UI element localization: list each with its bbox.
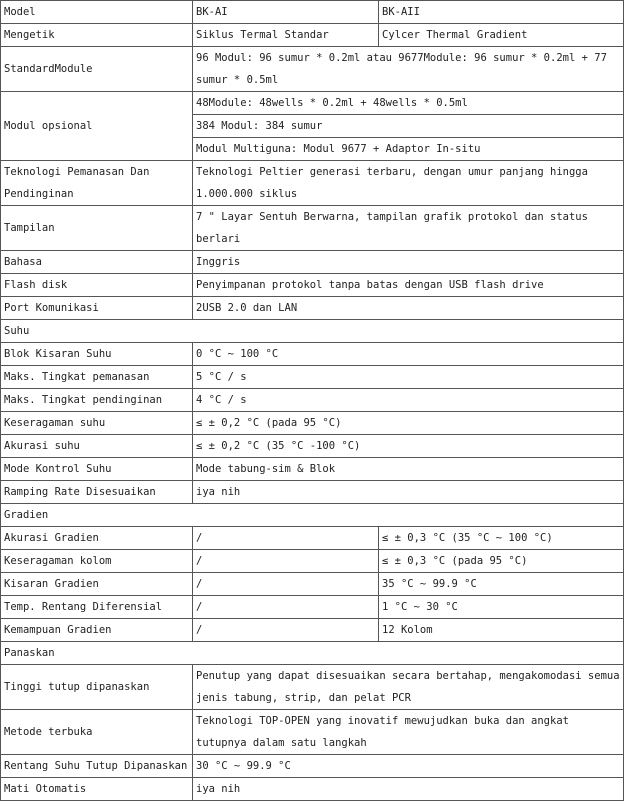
section-row: [1, 642, 624, 665]
table-row: [1, 665, 624, 710]
section-title-panaskan: Panaskan: [1, 642, 624, 665]
table-row: [1, 297, 624, 320]
table-row: [1, 47, 624, 92]
row-label: Kemampuan Gradien: [1, 619, 193, 642]
row-label: Blok Kisaran Suhu: [1, 343, 193, 366]
row-value-a: /: [193, 550, 379, 573]
row-value-a: /: [193, 573, 379, 596]
row-label: Tinggi tutup dipanaskan: [1, 665, 193, 710]
row-value-b: 1 °C ~ 30 °C: [379, 596, 624, 619]
row-label: Tampilan: [1, 206, 193, 251]
row-value-b: Cylcer Thermal Gradient: [379, 24, 624, 47]
row-value: Teknologi TOP-OPEN yang inovatif mewujudkan buka dan angkat tutupnya dalam satu langkah: [193, 710, 624, 755]
section-title-gradien: Gradien: [1, 504, 624, 527]
row-label: Keseragaman suhu: [1, 412, 193, 435]
row-value: Teknologi Peltier generasi terbaru, dengan umur panjang hingga 1.000.000 siklus: [193, 161, 624, 206]
table-row: [1, 435, 624, 458]
row-label: Maks. Tingkat pendinginan: [1, 389, 193, 412]
row-label: Modul opsional: [1, 92, 193, 161]
row-value: Inggris: [193, 251, 624, 274]
table-row: [1, 24, 624, 47]
row-value: 7 " Layar Sentuh Berwarna, tampilan grafik protokol dan status berlari: [193, 206, 624, 251]
row-value: Mode tabung-sim & Blok: [193, 458, 624, 481]
row-value-b: ≤ ± 0,3 °C (pada 95 °C): [379, 550, 624, 573]
row-value: iya nih: [193, 481, 624, 504]
row-label: Metode terbuka: [1, 710, 193, 755]
row-label: Flash disk: [1, 274, 193, 297]
header-model-a-cell: BK-AI: [193, 1, 379, 24]
table-row: [1, 550, 624, 573]
table-row: [1, 389, 624, 412]
table-row: [1, 710, 624, 755]
row-value-b: 12 Kolom: [379, 619, 624, 642]
table-row: [1, 481, 624, 504]
row-label: Akurasi Gradien: [1, 527, 193, 550]
table-row: [1, 343, 624, 366]
row-value: 2USB 2.0 dan LAN: [193, 297, 624, 320]
row-value: 4 °C / s: [193, 389, 624, 412]
row-value-a: /: [193, 619, 379, 642]
table-row: [1, 412, 624, 435]
row-value: 0 °C ~ 100 °C: [193, 343, 624, 366]
header-model-b-cell: BK-AII: [379, 1, 624, 24]
table-row: [1, 1, 624, 24]
row-value: ≤ ± 0,2 °C (pada 95 °C): [193, 412, 624, 435]
row-label: Rentang Suhu Tutup Dipanaskan: [1, 755, 193, 778]
row-label: Mode Kontrol Suhu: [1, 458, 193, 481]
row-value-b: ≤ ± 0,3 °C (35 °C ~ 100 °C): [379, 527, 624, 550]
row-value-b: 35 °C ~ 99.9 °C: [379, 573, 624, 596]
row-label: Keseragaman kolom: [1, 550, 193, 573]
row-value: 384 Modul: 384 sumur: [193, 115, 624, 138]
row-value: 96 Modul: 96 sumur * 0.2ml atau 9677Module: 96 sumur * 0.2ml + 77 sumur * 0.5ml: [193, 47, 624, 92]
table-row: [1, 596, 624, 619]
table-row: [1, 527, 624, 550]
section-row: [1, 320, 624, 343]
header-model-cell: Model: [1, 1, 193, 24]
row-label: Mati Otomatis: [1, 778, 193, 801]
row-value: 5 °C / s: [193, 366, 624, 389]
table-row: [1, 619, 624, 642]
row-value: 30 °C ~ 99.9 °C: [193, 755, 624, 778]
row-value: 48Module: 48wells * 0.2ml + 48wells * 0.5ml: [193, 92, 624, 115]
row-label: Bahasa: [1, 251, 193, 274]
table-row: [1, 458, 624, 481]
row-value-a: /: [193, 596, 379, 619]
row-label: StandardModule: [1, 47, 193, 92]
row-value: Penutup yang dapat disesuaikan secara bertahap, mengakomodasi semua jenis tabung, strip, dan pelat PCR: [193, 665, 624, 710]
row-value: ≤ ± 0,2 °C (35 °C -100 °C): [193, 435, 624, 458]
row-label: Mengetik: [1, 24, 193, 47]
row-label: Kisaran Gradien: [1, 573, 193, 596]
row-label: Ramping Rate Disesuaikan: [1, 481, 193, 504]
row-value: Penyimpanan protokol tanpa batas dengan USB flash drive: [193, 274, 624, 297]
table-row: [1, 161, 624, 206]
section-row: [1, 504, 624, 527]
row-value-a: Siklus Termal Standar: [193, 24, 379, 47]
table-row: [1, 366, 624, 389]
row-value: Modul Multiguna: Modul 9677 + Adaptor In-situ: [193, 138, 624, 161]
section-title-suhu: Suhu: [1, 320, 624, 343]
row-label: Akurasi suhu: [1, 435, 193, 458]
table-row: [1, 778, 624, 801]
row-value-a: /: [193, 527, 379, 550]
row-label: Maks. Tingkat pemanasan: [1, 366, 193, 389]
table-row: [1, 92, 624, 115]
table-row: [1, 251, 624, 274]
row-label: Teknologi Pemanasan Dan Pendinginan: [1, 161, 193, 206]
table-row: [1, 573, 624, 596]
row-value: iya nih: [193, 778, 624, 801]
table-row: [1, 274, 624, 297]
table-row: [1, 206, 624, 251]
row-label: Temp. Rentang Diferensial: [1, 596, 193, 619]
table-row: [1, 755, 624, 778]
row-label: Port Komunikasi: [1, 297, 193, 320]
